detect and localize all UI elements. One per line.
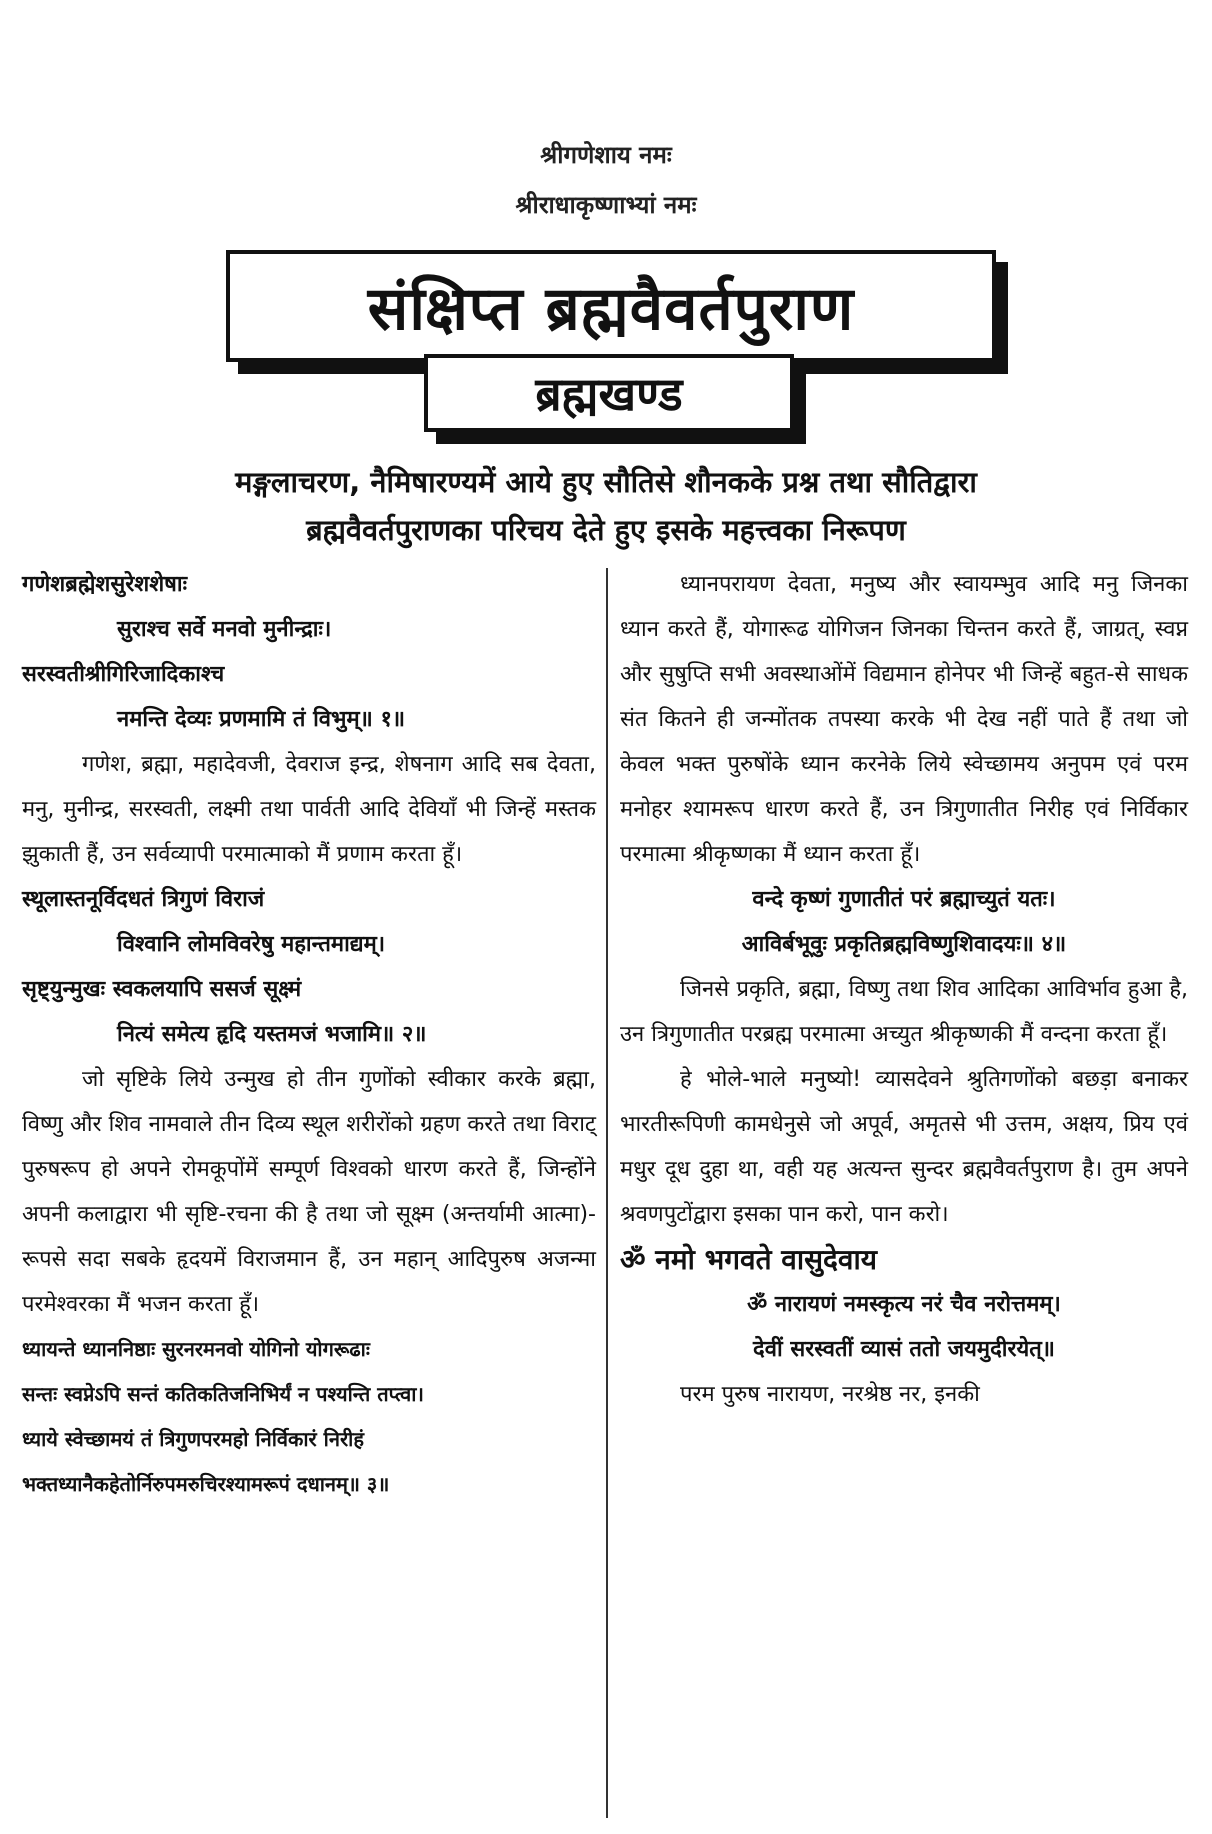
chapter-heading <box>60 458 1152 554</box>
verse-3-line-4: भक्तध्यानैकहेतोर्निरुपमरुचिरश्यामरूपं दधानम्॥ ३॥ <box>22 1472 390 1496</box>
prose-2: जो सृष्टिके लिये उन्मुख हो तीन गुणोंको स्वीकार करके ब्रह्मा, विष्णु और शिव नामवाले तीन दिव्य स्थूल शरीरोंको ग्रहण करते तथा विराट् पुरुषरूप हो अपने रोमकूपोंमें सम्पूर्ण विश्वको धारण करते हैं, जिन्होंने अपनी कलाद्वारा भी सृष्टि-रचना की है तथा जो सूक्ष्म (अन्तर्यामी आत्मा)-रूपसे सदा सबके हृदयमें विराजमान हैं, उन महान् आदिपुरुष अजन्मा परमेश्वरका मैं भजन करता हूँ। <box>22 1067 596 1317</box>
verse-1-line-4: नमन्ति देव्यः प्रणमामि तं विभुम्॥ १॥ <box>117 707 406 732</box>
invocation-ganesha: श्रीगणेशाय नमः <box>540 141 672 169</box>
verse-3-line-3: ध्याये स्वेच्छामयं तं त्रिगुणपरमहो निर्विकारं निरीहं <box>22 1427 364 1451</box>
verse-2-line-1: स्थूलास्तनूर्विदधतं त्रिगुणं विराजं <box>22 887 265 912</box>
prose-5: हे भोले-भाले मनुष्यो! व्यासदेवने श्रुतिगणोंको बछड़ा बनाकर भारतीरूपिणी कामधेनुसे जो अपूर्व, अमृतसे भी उत्तम, अक्षय, प्रिय एवं मधुर दूध दुहा था, वही यह अत्यन्त सुन्दर ब्रह्मवैवर्तपुराण है। तुम अपने श्रवणपुटोंद्वारा इसका पान करो, पान करो। <box>620 1067 1188 1227</box>
right-column <box>620 562 1188 1417</box>
verse-2-line-4: नित्यं समेत्य हृदि यस्तमजं भजामि॥ २॥ <box>117 1022 427 1047</box>
invocation-radhakrishna: श्रीराधाकृष्णाभ्यां नमः <box>515 191 697 219</box>
verse-1-line-1: गणेशब्रह्मेशसुरेशशेषाः <box>22 572 188 597</box>
verse-4-line-2: आविर्बभूवुः प्रकृतिब्रह्मविष्णुशिवादयः॥ ४॥ <box>741 932 1067 957</box>
chapter-heading-line-1: मङ्गलाचरण, नैमिषारण्यमें आये हुए सौतिसे शौनकके प्रश्न तथा सौतिद्वारा <box>235 465 977 499</box>
verse-5-line-1: ॐ नारायणं नमस्कृत्य नरं चैव नरोत्तमम्। <box>747 1292 1061 1317</box>
verse-2-line-3: सृष्ट्युन्मुखः स्वकलयापि ससर्ज सूक्ष्मं <box>22 977 302 1002</box>
verse-2-line-2: विश्वानि लोमविवरेषु महान्तमाद्यम्। <box>117 932 386 957</box>
left-column <box>22 562 596 1507</box>
prose-1: गणेश, ब्रह्मा, महादेवजी, देवराज इन्द्र, शेषनाग आदि सब देवता, मनु, मुनीन्द्र, सरस्वती, लक्ष्मी तथा पार्वती आदि देवियाँ भी जिन्हें मस्तक झुकाती हैं, उन सर्वव्यापी परमात्माको मैं प्रणाम करता हूँ। <box>22 752 596 867</box>
verse-1-line-2: सुराश्च सर्वे मनवो मुनीन्द्राः। <box>117 617 332 642</box>
verse-1-line-3: सरस्वतीश्रीगिरिजादिकाश्च <box>22 662 225 687</box>
prose-3: ध्यानपरायण देवता, मनुष्य और स्वायम्भुव आदि मनु जिनका ध्यान करते हैं, योगारूढ योगिजन जिनका चिन्तन करते हैं, जाग्रत्, स्वप्न और सुषुप्ति सभी अवस्थाओंमें विद्यमान होनेपर भी जिन्हें बहुत-से साधक संत कितने ही जन्मोंतक तपस्या करके भी देख नहीं पाते हैं तथा जो केवल भक्त पुरुषोंके ध्यान करनेके लिये स्वेच्छामय अनुपम एवं परम मनोहर श्यामरूप धारण करते हैं, उन त्रिगुणातीत निरीह एवं निर्विकार परमात्मा श्रीकृष्णका मैं ध्यान करता हूँ। <box>620 572 1188 867</box>
verse-4-line-1: वन्दे कृष्णं गुणातीतं परं ब्रह्माच्युतं यतः। <box>752 887 1056 912</box>
prose-4: जिनसे प्रकृति, ब्रह्मा, विष्णु तथा शिव आदिका आविर्भाव हुआ है, उन त्रिगुणातीत परब्रह्म परमात्मा अच्युत श्रीकृष्णकी मैं वन्दना करता हूँ। <box>620 977 1188 1047</box>
column-divider <box>606 568 608 1818</box>
verse-3-line-2: सन्तः स्वप्नेऽपि सन्तं कतिकतिजनिभिर्यं न पश्यन्ति तप्त्वा। <box>22 1382 425 1406</box>
book-title: संक्षिप्त ब्रह्मवैवर्तपुराण <box>226 250 996 362</box>
mantra-heading: ॐ नमो भगवते वासुदेवाय <box>620 1243 877 1276</box>
prose-6: परम पुरुष नारायण, नरश्रेष्ठ नर, इनकी <box>680 1382 980 1407</box>
verse-5-line-2: देवीं सरस्वतीं व्यासं ततो जयमुदीरयेत्॥ <box>753 1337 1055 1362</box>
verse-3-line-1: ध्यायन्ते ध्याननिष्ठाः सुरनरमनवो योगिनो योगरूढाः <box>22 1337 370 1361</box>
chapter-heading-line-2: ब्रह्मवैवर्तपुराणका परिचय देते हुए इसके महत्त्वका निरूपण <box>306 513 906 547</box>
section-title: ब्रह्मखण्ड <box>424 354 794 432</box>
